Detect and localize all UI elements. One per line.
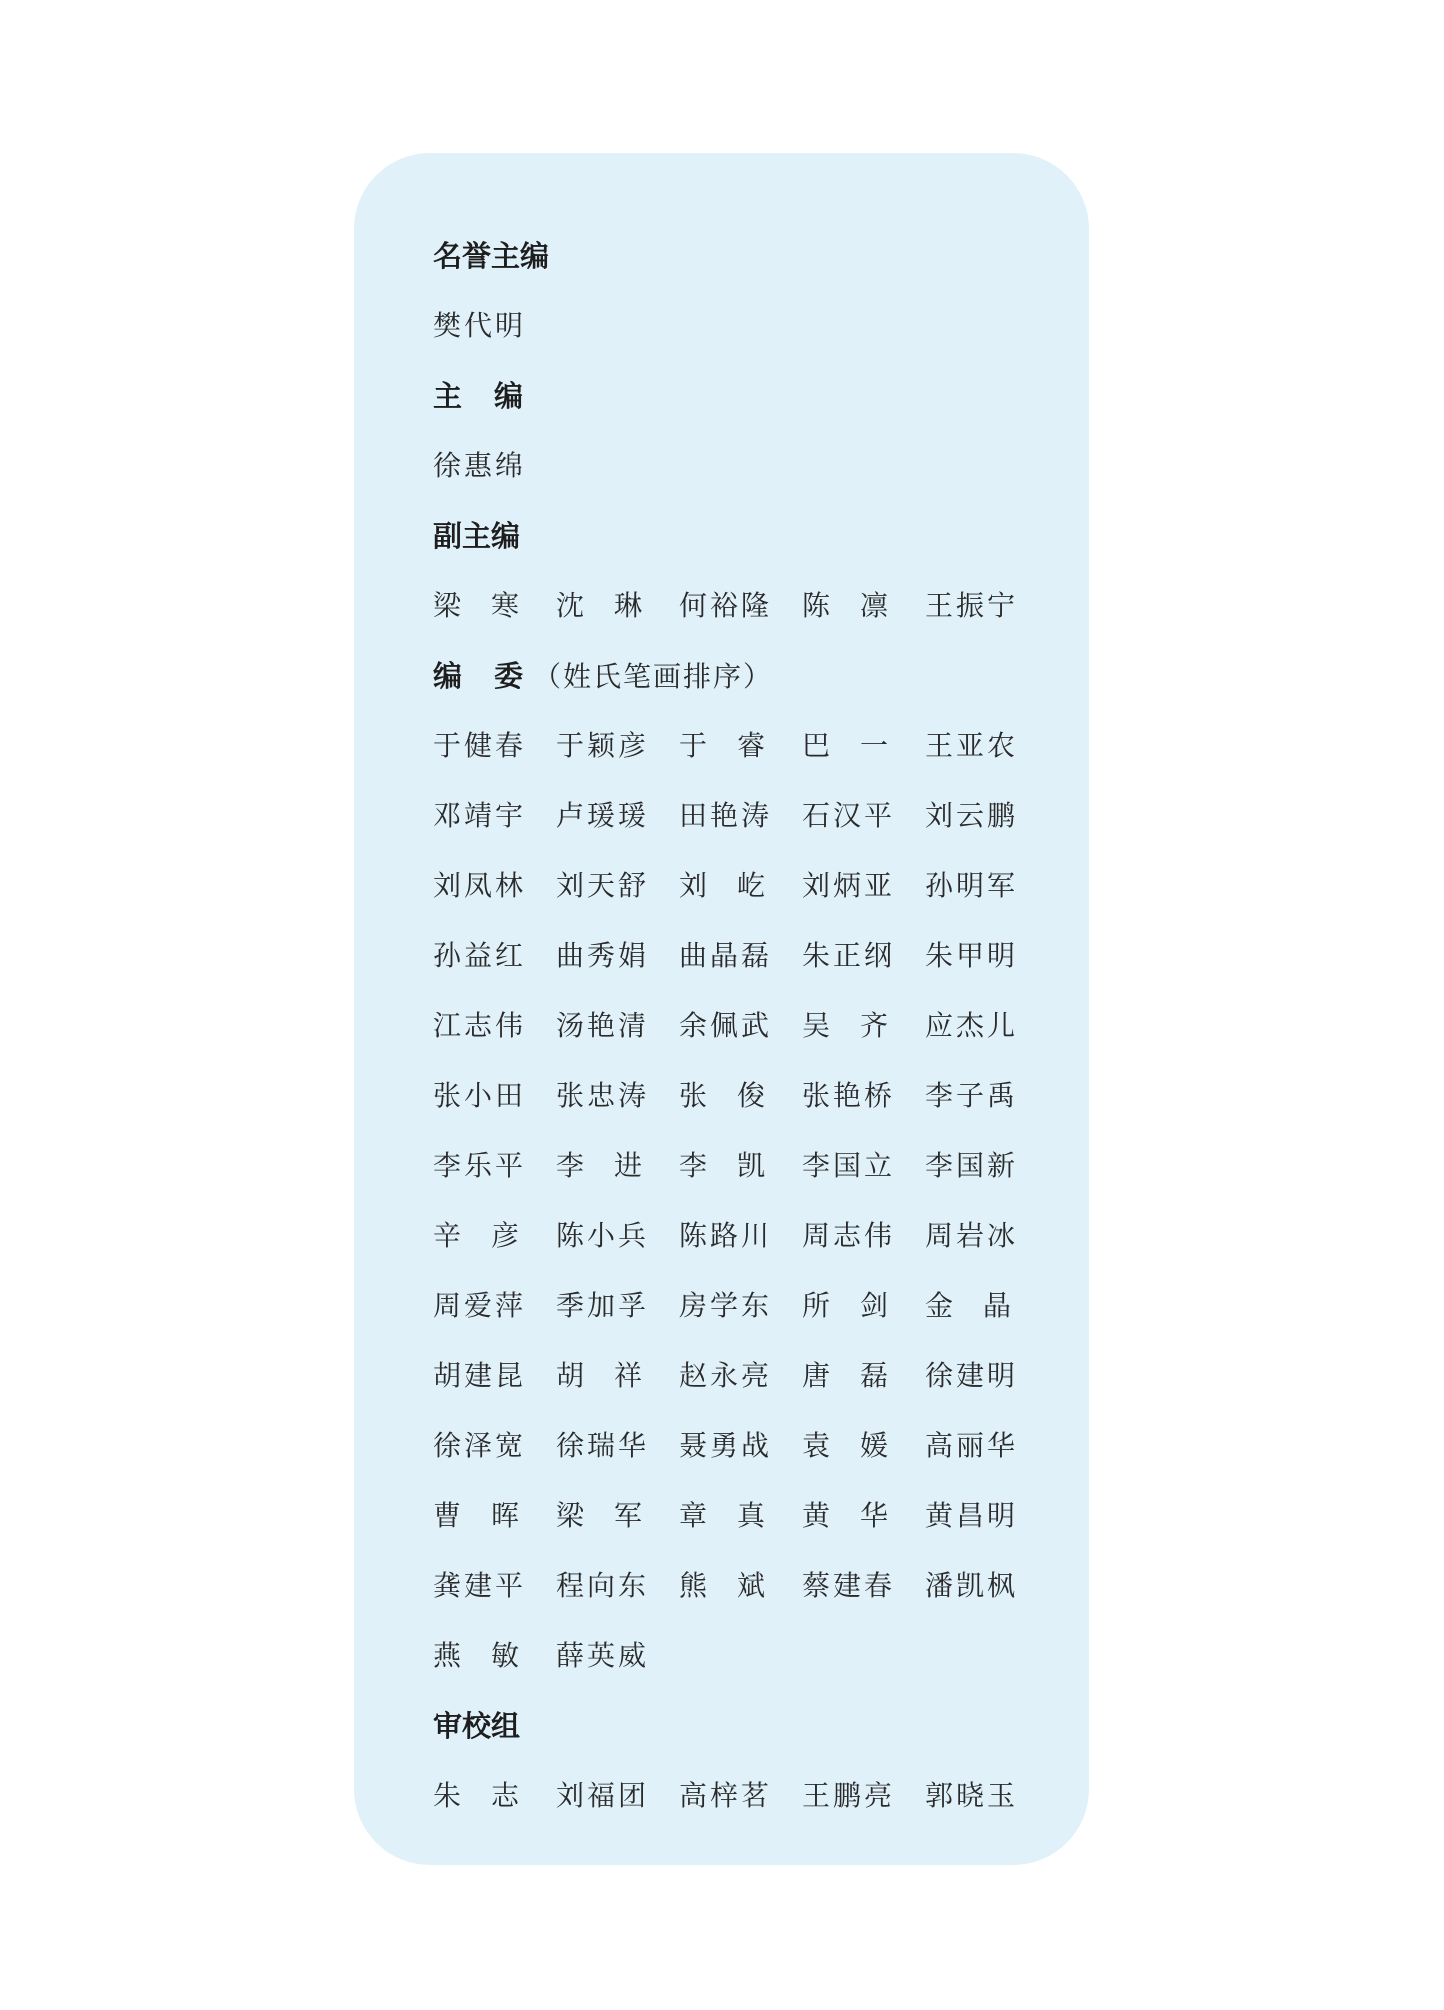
- person-name: 周岩冰: [925, 1219, 1019, 1252]
- person-name: 于颖彦: [556, 729, 650, 762]
- name-row: [433, 921, 1089, 991]
- person-name: 张艳桥: [802, 1079, 896, 1112]
- person-name: 陈小兵: [556, 1219, 650, 1252]
- person-name: 应杰儿: [925, 1009, 1019, 1042]
- person-name: 曲秀娟: [556, 939, 650, 972]
- person-name: 周志伟: [802, 1219, 896, 1252]
- person-name: 潘凯枫: [925, 1569, 1019, 1602]
- person-name: 梁寒: [433, 589, 550, 622]
- person-name: 卢瑗瑗: [556, 799, 650, 832]
- section-heading: [433, 221, 1089, 291]
- person-name: 孙明军: [925, 869, 1019, 902]
- person-name: 龚建平: [433, 1569, 527, 1602]
- name-row: [433, 1761, 1089, 1831]
- person-name: 朱志: [433, 1779, 550, 1812]
- person-name: 沈琳: [556, 589, 673, 622]
- person-name: 薛英威: [556, 1639, 650, 1672]
- person-name: 刘炳亚: [802, 869, 896, 902]
- person-name: 吴齐: [802, 1009, 919, 1042]
- person-name: 赵永亮: [679, 1359, 773, 1392]
- name-row: [433, 851, 1089, 921]
- person-name: 王振宁: [925, 589, 1019, 622]
- person-name: 王亚农: [925, 729, 1019, 762]
- person-name: 高梓茗: [679, 1779, 773, 1812]
- person-name: 巴一: [802, 729, 919, 762]
- person-name: 黄华: [802, 1499, 919, 1532]
- person-name: 燕敏: [433, 1639, 550, 1672]
- person-name: 李国新: [925, 1149, 1019, 1182]
- name-row: [433, 1621, 1089, 1691]
- person-name: 章真: [679, 1499, 796, 1532]
- editorial-board-card: [354, 153, 1089, 1865]
- person-name: 聂勇战: [679, 1429, 773, 1462]
- name-row: [433, 1201, 1089, 1271]
- person-name: 徐惠绵: [433, 449, 527, 482]
- person-name: 刘屹: [679, 869, 796, 902]
- name-row: [433, 431, 1089, 501]
- person-name: 陈路川: [679, 1219, 773, 1252]
- person-name: 于健春: [433, 729, 527, 762]
- name-row: [433, 781, 1089, 851]
- person-name: 刘云鹏: [925, 799, 1019, 832]
- person-name: 邓靖宇: [433, 799, 527, 832]
- person-name: 孙益红: [433, 939, 527, 972]
- person-name: 石汉平: [802, 799, 896, 832]
- name-row: [433, 991, 1089, 1061]
- section-note: （姓氏笔画排序）: [533, 660, 774, 693]
- person-name: 江志伟: [433, 1009, 527, 1042]
- person-name: 曹晖: [433, 1499, 550, 1532]
- person-name: 朱正纲: [802, 939, 896, 972]
- person-name: 胡祥: [556, 1359, 673, 1392]
- person-name: 曲晶磊: [679, 939, 773, 972]
- person-name: 朱甲明: [925, 939, 1019, 972]
- person-name: 余佩武: [679, 1009, 773, 1042]
- name-row: [433, 1551, 1089, 1621]
- section-heading-text: 主编: [433, 379, 556, 413]
- person-name: 黄昌明: [925, 1499, 1019, 1532]
- section-heading: [433, 361, 1089, 431]
- section-heading: [433, 501, 1089, 571]
- name-row: [433, 1061, 1089, 1131]
- person-name: 王鹏亮: [802, 1779, 896, 1812]
- person-name: 汤艳清: [556, 1009, 650, 1042]
- person-name: 胡建昆: [433, 1359, 527, 1392]
- name-row: [433, 1481, 1089, 1551]
- section-heading-text: 审校组: [433, 1709, 521, 1743]
- person-name: 李国立: [802, 1149, 896, 1182]
- person-name: 程向东: [556, 1569, 650, 1602]
- person-name: 徐建明: [925, 1359, 1019, 1392]
- person-name: 徐瑞华: [556, 1429, 650, 1462]
- person-name: 刘凤林: [433, 869, 527, 902]
- person-name: 张小田: [433, 1079, 527, 1112]
- person-name: 于睿: [679, 729, 796, 762]
- person-name: 田艳涛: [679, 799, 773, 832]
- person-name: 高丽华: [925, 1429, 1019, 1462]
- section-heading-text: 名誉主编: [433, 239, 550, 273]
- person-name: 陈凛: [802, 589, 919, 622]
- name-row: [433, 1271, 1089, 1341]
- person-name: 梁军: [556, 1499, 673, 1532]
- person-name: 刘天舒: [556, 869, 650, 902]
- person-name: 李乐平: [433, 1149, 527, 1182]
- name-row: [433, 1411, 1089, 1481]
- name-row: [433, 1131, 1089, 1201]
- person-name: 周爱萍: [433, 1289, 527, 1322]
- person-name: 张忠涛: [556, 1079, 650, 1112]
- person-name: 蔡建春: [802, 1569, 896, 1602]
- person-name: 唐磊: [802, 1359, 919, 1392]
- person-name: 所剑: [802, 1289, 919, 1322]
- name-row: [433, 711, 1089, 781]
- person-name: 樊代明: [433, 309, 527, 342]
- person-name: 刘福团: [556, 1779, 650, 1812]
- person-name: 郭晓玉: [925, 1779, 1019, 1812]
- name-row: [433, 571, 1089, 641]
- person-name: 袁媛: [802, 1429, 919, 1462]
- section-heading-text: 编委: [433, 659, 556, 693]
- person-name: 房学东: [679, 1289, 773, 1322]
- person-name: 辛彦: [433, 1219, 550, 1252]
- name-row: [433, 1341, 1089, 1411]
- name-row: [433, 291, 1089, 361]
- person-name: 金晶: [925, 1289, 1042, 1322]
- person-name: 李子禹: [925, 1079, 1019, 1112]
- section-heading: [433, 1691, 1089, 1761]
- person-name: 徐泽宽: [433, 1429, 527, 1462]
- person-name: 熊斌: [679, 1569, 796, 1602]
- section-heading-text: 副主编: [433, 519, 521, 553]
- person-name: 张俊: [679, 1079, 796, 1112]
- section-heading: [433, 641, 1089, 711]
- person-name: 李凯: [679, 1149, 796, 1182]
- person-name: 何裕隆: [679, 589, 773, 622]
- person-name: 李进: [556, 1149, 673, 1182]
- person-name: 季加孚: [556, 1289, 650, 1322]
